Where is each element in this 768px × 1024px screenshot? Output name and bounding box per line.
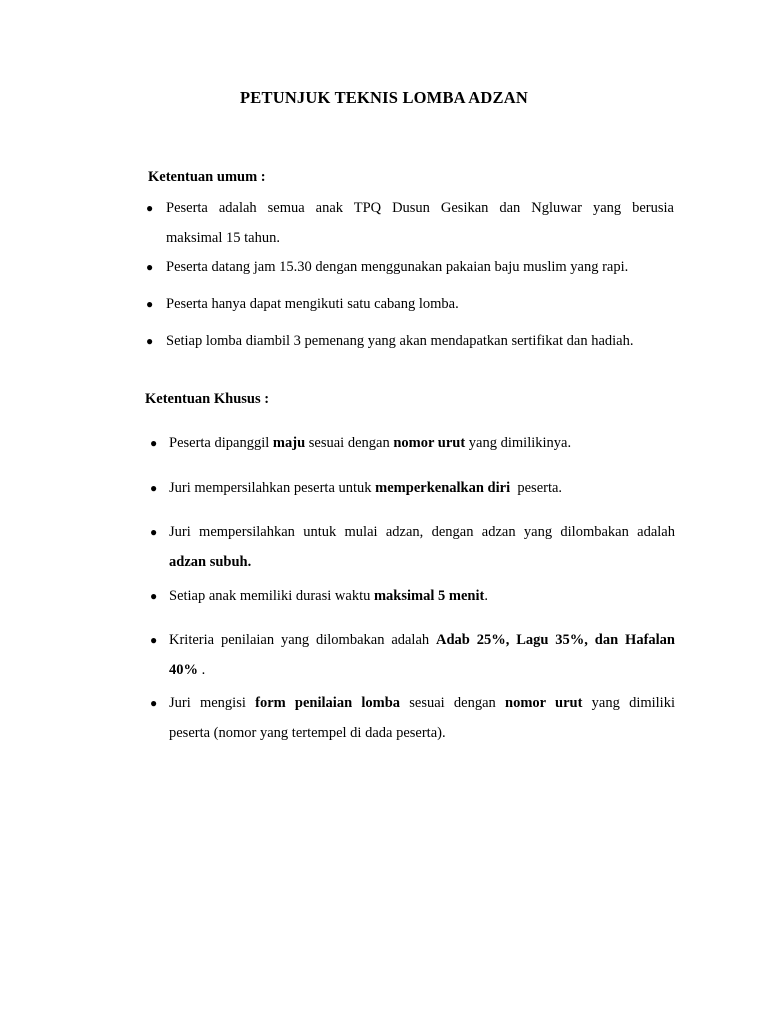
- special-rule-6-line1: Juri mengisi form penilaian lomba sesuai dengan nomor urut yang dimiliki: [169, 695, 675, 711]
- special-rule-5-line1: Kriteria penilaian yang dilombakan adalah Adab 25%, Lagu 35%, dan Hafalan: [169, 632, 675, 648]
- bullet-icon: ●: [146, 201, 154, 215]
- bullet-icon: ●: [150, 436, 158, 450]
- special-rule-3-line2: adzan subuh.: [169, 554, 252, 570]
- general-rule-2: Peserta datang jam 15.30 dengan menggunakan pakaian baju muslim yang rapi.: [166, 259, 629, 275]
- document-title: PETUNJUK TEKNIS LOMBA ADZAN: [240, 88, 528, 107]
- general-rule-4: Setiap lomba diambil 3 pemenang yang akan mendapatkan sertifikat dan hadiah.: [166, 333, 634, 349]
- special-rule-4: Setiap anak memiliki durasi waktu maksimal 5 menit.: [169, 588, 488, 604]
- general-rule-1-line1: Peserta adalah semua anak TPQ Dusun Gesikan dan Ngluwar yang berusia: [166, 200, 674, 216]
- general-rule-3: Peserta hanya dapat mengikuti satu cabang lomba.: [166, 296, 459, 312]
- bullet-icon: ●: [150, 633, 158, 647]
- bullet-icon: ●: [146, 260, 154, 274]
- special-rule-6-line2: peserta (nomor yang tertempel di dada peserta).: [169, 725, 446, 741]
- general-rules-heading: Ketentuan umum :: [148, 169, 266, 185]
- general-rule-1-line2: maksimal 15 tahun.: [166, 230, 280, 246]
- bullet-icon: ●: [150, 525, 158, 539]
- bullet-icon: ●: [150, 696, 158, 710]
- special-rule-1: Peserta dipanggil maju sesuai dengan nomor urut yang dimilikinya.: [169, 435, 572, 451]
- bullet-icon: ●: [146, 297, 154, 311]
- special-rule-2: Juri mempersilahkan peserta untuk memperkenalkan diri peserta.: [169, 480, 563, 496]
- special-rules-heading: Ketentuan Khusus :: [145, 391, 270, 407]
- bullet-icon: ●: [146, 334, 154, 348]
- bullet-icon: ●: [150, 481, 158, 495]
- special-rule-5-line2: 40% .: [169, 662, 206, 678]
- special-rule-3-line1: Juri mempersilahkan untuk mulai adzan, dengan adzan yang dilombakan adalah: [169, 524, 675, 540]
- bullet-icon: ●: [150, 589, 158, 603]
